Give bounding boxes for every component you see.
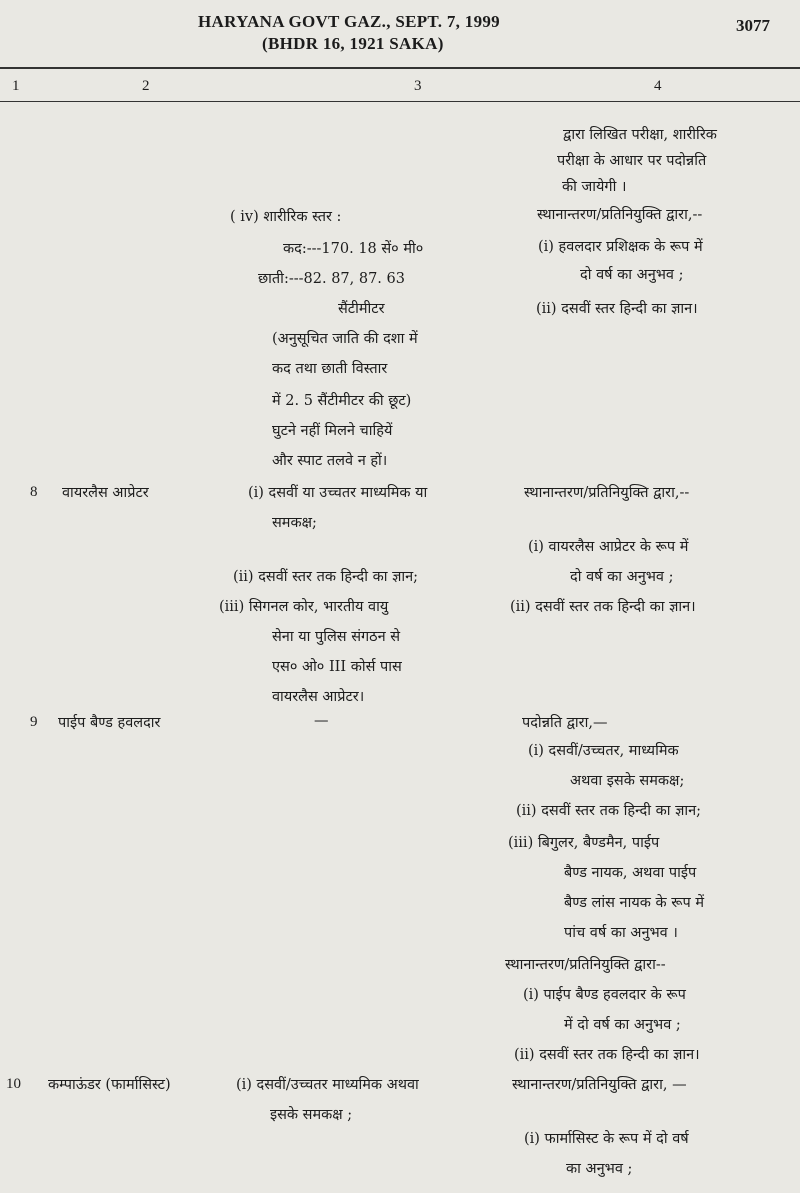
transfer-item: (i) हवलदार प्रशिक्षक के रूप में	[538, 239, 703, 255]
method-item: बैण्ड लांस नायक के रूप में	[564, 895, 705, 911]
qualification-line: (iii) सिगनल कोर, भारतीय वायु	[219, 599, 389, 615]
qualification-line: एस० ओ० III कोर्स पास	[272, 659, 402, 675]
transfer-item: (ii) दसवीं स्तर तक हिन्दी का ज्ञान।	[514, 1047, 700, 1063]
row-number: 8	[30, 484, 38, 500]
column-number-1: 1	[12, 78, 20, 94]
continuation-line: द्वारा लिखित परीक्षा, शारीरिक	[563, 127, 717, 143]
continuation-line: की जायेगी ।	[562, 179, 627, 195]
transfer-item: (ii) दसवीं स्तर हिन्दी का ज्ञान।	[536, 301, 698, 317]
post-name: पाईप बैण्ड हवलदार	[58, 715, 161, 731]
column-number-3: 3	[414, 78, 422, 94]
page-number: 3077	[736, 16, 770, 35]
qualification-line: सेना या पुलिस संगठन से	[272, 629, 401, 645]
physical-standard-line: कद:---170. 18 सें० मी०	[283, 241, 424, 257]
method-item: दो वर्ष का अनुभव ;	[570, 569, 674, 585]
transfer-heading: स्थानान्तरण/प्रतिनियुक्ति द्वारा--	[505, 957, 666, 973]
qualification-line: इसके समकक्ष ;	[270, 1107, 353, 1123]
method-item: (iii) बिगुलर, बैण्डमैन, पाईप	[508, 835, 660, 851]
method-heading: स्थानान्तरण/प्रतिनियुक्ति द्वारा, —	[512, 1077, 687, 1093]
physical-standard-line: सैंटीमीटर	[338, 301, 385, 317]
post-name: वायरलैस आप्रेटर	[62, 485, 149, 501]
transfer-item: दो वर्ष का अनुभव ;	[580, 267, 684, 283]
row-number: 9	[30, 714, 38, 730]
qualification-line: वायरलैस आप्रेटर।	[272, 689, 365, 705]
qualification-line: (i) दसवीं या उच्चतर माध्यमिक या	[248, 485, 428, 501]
method-item: (ii) दसवीं स्तर तक हिन्दी का ज्ञान;	[516, 803, 702, 819]
physical-standard-line: घुटने नहीं मिलने चाहियें	[272, 423, 393, 439]
qualification-line: समकक्ष;	[272, 515, 317, 531]
method-item: (i) वायरलैस आप्रेटर के रूप में	[528, 539, 689, 555]
physical-standard-line: (अनुसूचित जाति की दशा में	[272, 331, 418, 347]
row-number: 10	[6, 1076, 21, 1092]
method-item: का अनुभव ;	[566, 1161, 633, 1177]
method-item: अथवा इसके समकक्ष;	[570, 773, 685, 789]
method-item: (i) दसवीं/उच्चतर, माध्यमिक	[528, 743, 679, 759]
method-item: (ii) दसवीं स्तर तक हिन्दी का ज्ञान।	[510, 599, 696, 615]
physical-standard-line: छाती:---82. 87, 87. 63	[258, 271, 405, 287]
physical-standard-heading: ( iv) शारीरिक स्तर :	[230, 209, 342, 225]
transfer-heading: स्थानान्तरण/प्रतिनियुक्ति द्वारा,--	[537, 207, 703, 223]
gazette-subtitle: (BHDR 16, 1921 SAKA)	[262, 34, 444, 53]
continuation-line: परीक्षा के आधार पर पदोन्नति	[557, 153, 707, 169]
post-name: कम्पाऊंडर (फार्मासिस्ट)	[48, 1077, 171, 1093]
physical-standard-line: कद तथा छाती विस्तार	[272, 361, 388, 377]
qualification-line: —	[314, 713, 329, 729]
header-rule-top	[0, 67, 800, 69]
transfer-item: (i) पाईप बैण्ड हवलदार के रूप	[523, 987, 686, 1003]
method-item: पांच वर्ष का अनुभव ।	[564, 925, 678, 941]
header-rule-bottom	[0, 101, 800, 102]
column-number-2: 2	[142, 78, 150, 94]
method-heading: स्थानान्तरण/प्रतिनियुक्ति द्वारा,--	[524, 485, 690, 501]
gazette-title: HARYANA GOVT GAZ., SEPT. 7, 1999	[198, 12, 500, 31]
method-heading: पदोन्नति द्वारा,—	[522, 715, 608, 731]
qualification-line: (i) दसवीं/उच्चतर माध्यमिक अथवा	[236, 1077, 419, 1093]
method-item: (i) फार्मासिस्ट के रूप में दो वर्ष	[524, 1131, 689, 1147]
physical-standard-line: और स्पाट तलवे न हों।	[272, 453, 388, 469]
method-item: बैण्ड नायक, अथवा पाईप	[564, 865, 697, 881]
qualification-line: (ii) दसवीं स्तर तक हिन्दी का ज्ञान;	[233, 569, 419, 585]
physical-standard-line: में 2. 5 सैंटीमीटर की छूट)	[272, 393, 412, 409]
transfer-item: में दो वर्ष का अनुभव ;	[564, 1017, 681, 1033]
column-number-4: 4	[654, 78, 662, 94]
